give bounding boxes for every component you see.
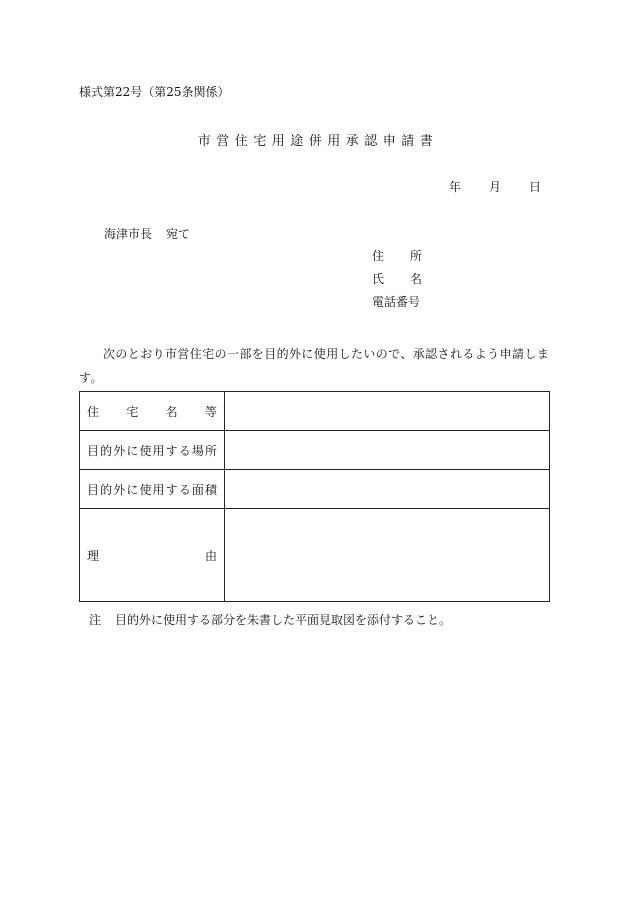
footnote bbox=[89, 611, 451, 628]
table-label-cell bbox=[80, 431, 225, 470]
table-label-cell bbox=[80, 392, 225, 431]
date-day-label: 日 bbox=[529, 180, 542, 194]
table-row bbox=[80, 470, 550, 509]
row-label-usage-area: 目的外に使用する面積 bbox=[87, 482, 217, 497]
housing-name-field[interactable] bbox=[225, 392, 550, 431]
usage-area-field[interactable] bbox=[225, 470, 550, 509]
date-month-label: 月 bbox=[489, 180, 502, 194]
table-label-cell bbox=[80, 509, 225, 602]
row-label-usage-location: 目的外に使用する場所 bbox=[87, 443, 217, 458]
reason-field[interactable] bbox=[225, 509, 550, 602]
row-label-housing-name: 住宅名等 bbox=[87, 404, 217, 419]
table-label-cell bbox=[80, 470, 225, 509]
table-row bbox=[80, 509, 550, 602]
applicant-block bbox=[372, 248, 422, 317]
application-statement: 次のとおり市営住宅の一部を目的外に使用したいので、承認されるよう申請します。 bbox=[79, 347, 550, 385]
applicant-name-label: 氏名 bbox=[372, 272, 422, 286]
usage-location-field[interactable] bbox=[225, 431, 550, 470]
table-row bbox=[80, 392, 550, 431]
addressee bbox=[104, 225, 190, 242]
form-number: 様式第22号（第25条関係） bbox=[79, 85, 230, 99]
applicant-phone-label: 電話番号 bbox=[372, 295, 421, 309]
addressee-mayor: 海津市長 bbox=[104, 227, 153, 241]
table-row bbox=[80, 431, 550, 470]
date-year-label: 年 bbox=[449, 180, 462, 194]
note-text: 目的外に使用する部分を朱書した平面見取図を添付すること。 bbox=[115, 613, 452, 627]
document-title: 市営住宅用途併用承認申請書 bbox=[197, 134, 439, 149]
application-table bbox=[79, 391, 550, 602]
note-prefix: 注 bbox=[89, 613, 102, 627]
addressee-suffix: 宛て bbox=[166, 227, 191, 241]
date-line bbox=[449, 178, 541, 195]
applicant-address-label: 住所 bbox=[372, 249, 422, 263]
row-label-reason: 理由 bbox=[87, 548, 217, 563]
